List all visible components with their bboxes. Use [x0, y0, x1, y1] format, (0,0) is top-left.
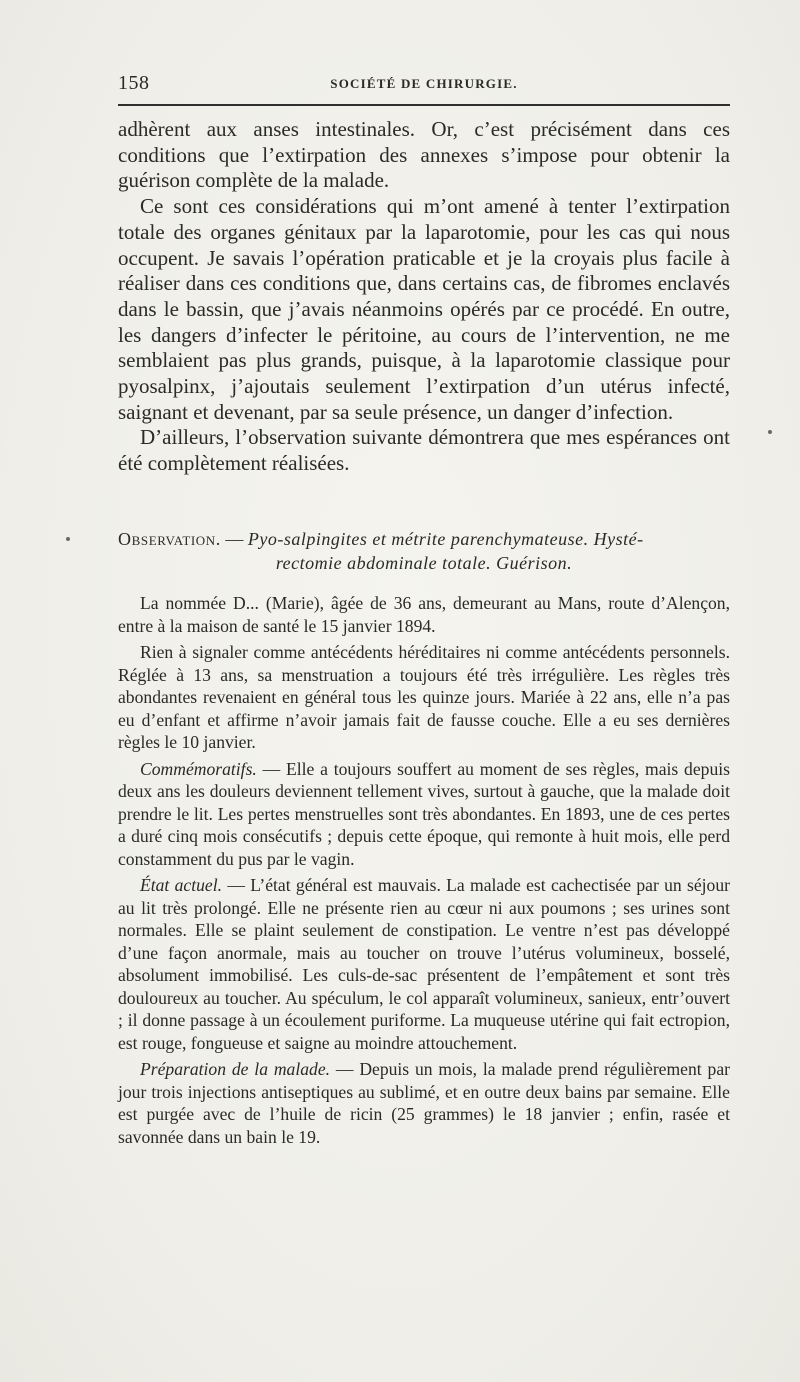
header-rule	[118, 104, 730, 106]
section-text: — Elle a toujours souffert au moment de ses règles, mais depuis deux ans les douleurs deviennent tellement vives, surtout à gauche, que la malade doit prendre le lit. Les pertes menstruelles sont très abondantes. En 1893, une de ces pertes a duré cinq mois consécutifs ; depuis cette époque, qui remonte à huit mois, elle perd constamment du pus par le vagin.	[118, 758, 730, 869]
case-paragraph: La nommée D... (Marie), âgée de 36 ans, demeurant au Mans, route d’Alençon, entre à la maison de santé le 15 janvier 1894.	[118, 593, 730, 636]
case-paragraph	[118, 758, 730, 871]
section-lead: Commémoratifs.	[140, 758, 257, 779]
observation-title-line1: Pyo-salpingites et métrite parenchymateuse. Hysté-	[247, 529, 644, 549]
page-number: 158	[118, 72, 150, 94]
intro-text	[118, 117, 730, 477]
section-text: — L’état général est mauvais. La malade est cachectisée par un séjour au lit très prolongé. Elle ne présente rien au cœur ni aux poumons ; ses urines sont normales. Elle se plaint seulement de constipation. Le ventre n’est pas développé d’une façon anormale, mais au toucher on trouve l’utérus volumineux, bosselé, absolument immobilisé. Les culs-de-sac présentent de l’empâtement et sont très douloureux au toucher. Au spéculum, le col apparaît volumineux, sanieux, entr’ouvert ; il donne passage à un écoulement puriforme. La muqueuse utérine qui fait ectropion, est rouge, fongueuse et saigne au moindre attouchement.	[118, 875, 730, 1053]
case-paragraph: Rien à signaler comme antécédents héréditaires ni comme antécédents personnels. Réglée à 13 ans, sa menstruation a toujours été très irrégulière. Les règles très abondantes revenaient en général tous les quinze jours. Mariée à 22 ans, elle n’a pas eu d’enfant et affirme n’avoir jamais fait de fausse couche. Elle a eu ses dernières règles le 10 janvier.	[118, 642, 730, 752]
intro-paragraph: adhèrent aux anses intestinales. Or, c’est précisément dans ces conditions que l’extirpation des annexes s’impose pour obtenir la guérison complète de la malade.	[118, 117, 730, 193]
intro-paragraph: D’ailleurs, l’observation suivante démontrera que mes espérances ont été complètement réalisées.	[118, 425, 730, 476]
section-lead: Préparation de la malade.	[140, 1059, 331, 1079]
case-report	[118, 592, 730, 1152]
case-paragraph	[118, 1058, 730, 1148]
case-paragraph	[118, 874, 730, 1054]
page-header	[118, 72, 730, 98]
observation-heading	[118, 527, 730, 575]
paper-speck	[66, 537, 70, 541]
observation-dash: —	[220, 529, 248, 549]
paper-speck	[768, 430, 772, 434]
observation-label: Observation.	[118, 529, 221, 549]
running-head: SOCIÉTÉ DE CHIRURGIE.	[330, 76, 518, 91]
section-text: — Depuis un mois, la malade prend régulièrement par jour trois injections antiseptiques au sublimé, et en outre deux bains par semaine. Elle est purgée avec de l’huile de ricin (25 grammes) le 18 janvier ; enfin, rasée et savonnée dans un bain le 19.	[118, 1059, 730, 1147]
intro-paragraph: Ce sont ces considérations qui m’ont amené à tenter l’extirpation totale des organes génitaux par la laparotomie, pour les cas qui nous occupent. Je savais l’opération praticable et je la croyais plus facile à réaliser dans ces conditions que, dans certains cas, de fibromes enclavés dans le bassin, que j’avais néanmoins opérés par ce procédé. En outre, les dangers d’infecter le péritoine, au cours de l’intervention, ne me semblaient pas plus grands, puisque, à la laparotomie classique pour pyosalpinx, j’ajoutais seulement l’extirpation d’un utérus infecté, saignant et devenant, par sa seule présence, un danger d’infection.	[118, 194, 730, 424]
observation-title-line2: rectomie abdominale totale. Guérison.	[275, 553, 573, 573]
section-lead: État actuel.	[140, 875, 223, 895]
